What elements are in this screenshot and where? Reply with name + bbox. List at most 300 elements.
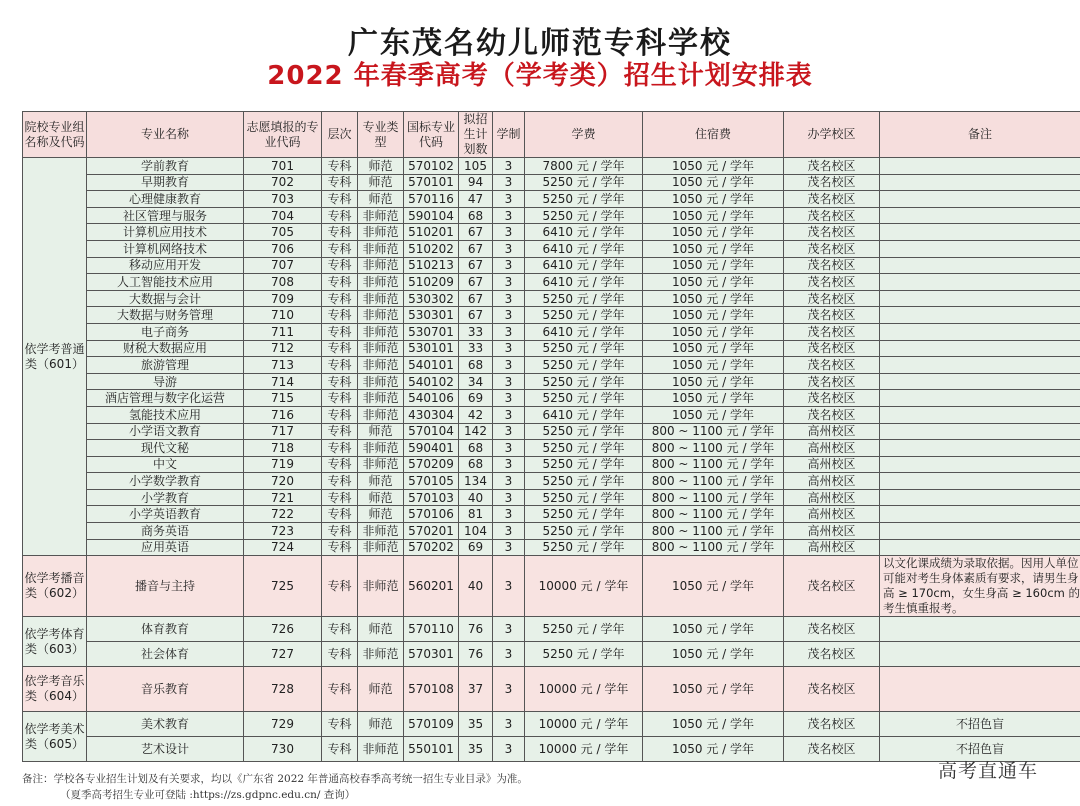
table-cell: 1050 元 / 学年 [643, 712, 784, 737]
table-cell: 570209 [404, 456, 459, 473]
table-row [23, 323, 1080, 340]
column-header: 备注 [880, 112, 1080, 158]
table-cell: 1050 元 / 学年 [643, 642, 784, 667]
table-cell: 76 [459, 642, 493, 667]
table-cell: 专科 [322, 174, 358, 191]
table-cell: 570109 [404, 712, 459, 737]
footer-note: 备注：学校各专业招生计划及有关要求，均以《广东省 2022 年普通高校春季高考统一招生专业目录》为准。 [22, 773, 528, 785]
table-cell [880, 440, 1080, 457]
table-cell: 570106 [404, 506, 459, 523]
enrollment-plan-table [22, 111, 1080, 762]
table-cell: 专科 [322, 357, 358, 374]
table-cell: 134 [459, 473, 493, 490]
table-cell: 非师范 [358, 539, 404, 556]
table-cell: 1050 元 / 学年 [643, 224, 784, 241]
table-cell: 34 [459, 373, 493, 390]
table-cell: 茂名校区 [784, 357, 880, 374]
table-cell: 33 [459, 323, 493, 340]
table-cell: 67 [459, 224, 493, 241]
table-cell: 茂名校区 [784, 406, 880, 423]
column-header: 志愿填报的专业代码 [244, 112, 322, 158]
table-cell: 高州校区 [784, 440, 880, 457]
table-cell: 不招色盲 [880, 712, 1080, 737]
table-cell: 非师范 [358, 290, 404, 307]
table-cell: 专科 [322, 440, 358, 457]
table-cell: 早期教育 [87, 174, 244, 191]
table-cell: 艺术设计 [87, 737, 244, 762]
table-cell: 师范 [358, 191, 404, 208]
table-cell: 104 [459, 523, 493, 540]
table-cell: 530302 [404, 290, 459, 307]
table-row [23, 456, 1080, 473]
table-cell: 专科 [322, 257, 358, 274]
table-cell: 800 ~ 1100 元 / 学年 [643, 523, 784, 540]
table-cell: 712 [244, 340, 322, 357]
table-cell: 师范 [358, 667, 404, 712]
table-cell: 7800 元 / 学年 [525, 158, 643, 175]
table-cell: 3 [493, 737, 525, 762]
table-cell: 570103 [404, 489, 459, 506]
group-label: 依学考美术类（605） [23, 712, 87, 762]
table-cell: 67 [459, 240, 493, 257]
table-cell: 3 [493, 617, 525, 642]
table-cell: 茂名校区 [784, 556, 880, 617]
table-cell: 713 [244, 357, 322, 374]
table-cell: 715 [244, 390, 322, 407]
table-cell: 3 [493, 523, 525, 540]
table-cell: 10000 元 / 学年 [525, 737, 643, 762]
table-cell [880, 191, 1080, 208]
table-cell: 3 [493, 440, 525, 457]
table-cell: 510213 [404, 257, 459, 274]
table-cell: 67 [459, 307, 493, 324]
table-cell: 专科 [322, 667, 358, 712]
table-cell: 40 [459, 489, 493, 506]
table-cell: 不招色盲 [880, 737, 1080, 762]
table-cell: 701 [244, 158, 322, 175]
table-cell [880, 257, 1080, 274]
table-cell: 707 [244, 257, 322, 274]
table-cell: 茂名校区 [784, 323, 880, 340]
table-cell: 724 [244, 539, 322, 556]
table-row [23, 357, 1080, 374]
table-cell: 茂名校区 [784, 290, 880, 307]
table-row [23, 158, 1080, 175]
table-cell: 3 [493, 340, 525, 357]
table-row [23, 240, 1080, 257]
table-row [23, 489, 1080, 506]
table-cell [880, 473, 1080, 490]
table-cell: 3 [493, 489, 525, 506]
table-cell: 大数据与会计 [87, 290, 244, 307]
table-cell: 3 [493, 712, 525, 737]
table-cell: 722 [244, 506, 322, 523]
table-cell: 专科 [322, 737, 358, 762]
table-cell [880, 423, 1080, 440]
table-row [23, 191, 1080, 208]
table-cell: 1050 元 / 学年 [643, 737, 784, 762]
table-cell: 旅游管理 [87, 357, 244, 374]
page-title: 广东茂名幼儿师范专科学校 [348, 26, 732, 61]
group-label: 依学考播音类（602） [23, 556, 87, 617]
table-cell: 师范 [358, 473, 404, 490]
table-cell [880, 390, 1080, 407]
table-cell: 1050 元 / 学年 [643, 340, 784, 357]
table-cell: 570108 [404, 667, 459, 712]
table-cell: 6410 元 / 学年 [525, 240, 643, 257]
table-cell: 3 [493, 191, 525, 208]
table-row [23, 174, 1080, 191]
table-cell: 高州校区 [784, 489, 880, 506]
table-cell: 5250 元 / 学年 [525, 373, 643, 390]
table-cell: 非师范 [358, 373, 404, 390]
table-cell: 1050 元 / 学年 [643, 174, 784, 191]
table-cell: 现代文秘 [87, 440, 244, 457]
table-cell: 茂名校区 [784, 224, 880, 241]
table-cell: 1050 元 / 学年 [643, 290, 784, 307]
table-cell: 计算机应用技术 [87, 224, 244, 241]
table-cell: 714 [244, 373, 322, 390]
table-cell: 非师范 [358, 406, 404, 423]
table-cell [880, 174, 1080, 191]
table-cell: 酒店管理与数字化运营 [87, 390, 244, 407]
table-cell: 师范 [358, 617, 404, 642]
table-cell: 40 [459, 556, 493, 617]
table-cell: 6410 元 / 学年 [525, 274, 643, 291]
table-cell [880, 667, 1080, 712]
table-cell: 师范 [358, 489, 404, 506]
table-cell: 729 [244, 712, 322, 737]
table-cell: 42 [459, 406, 493, 423]
table-cell [880, 240, 1080, 257]
table-cell: 茂名校区 [784, 174, 880, 191]
table-cell: 5250 元 / 学年 [525, 523, 643, 540]
table-cell: 76 [459, 617, 493, 642]
table-cell: 570104 [404, 423, 459, 440]
table-row [23, 523, 1080, 540]
table-cell: 800 ~ 1100 元 / 学年 [643, 440, 784, 457]
table-cell: 721 [244, 489, 322, 506]
table-cell: 茂名校区 [784, 390, 880, 407]
table-cell: 3 [493, 274, 525, 291]
table-cell: 茂名校区 [784, 191, 880, 208]
table-cell: 560201 [404, 556, 459, 617]
table-cell: 510202 [404, 240, 459, 257]
table-cell: 非师范 [358, 440, 404, 457]
table-cell [880, 290, 1080, 307]
table-cell: 717 [244, 423, 322, 440]
table-cell: 94 [459, 174, 493, 191]
table-cell: 师范 [358, 423, 404, 440]
table-cell: 3 [493, 174, 525, 191]
table-cell: 716 [244, 406, 322, 423]
table-cell: 730 [244, 737, 322, 762]
table-cell: 大数据与财务管理 [87, 307, 244, 324]
table-cell: 非师范 [358, 240, 404, 257]
table-row [23, 737, 1080, 762]
table-cell: 728 [244, 667, 322, 712]
table-cell: 5250 元 / 学年 [525, 191, 643, 208]
table-cell: 540101 [404, 357, 459, 374]
table-cell: 茂名校区 [784, 737, 880, 762]
table-cell: 专科 [322, 617, 358, 642]
table-cell: 570116 [404, 191, 459, 208]
table-cell [880, 456, 1080, 473]
table-cell: 专科 [322, 224, 358, 241]
table-cell: 3 [493, 390, 525, 407]
table-cell: 电子商务 [87, 323, 244, 340]
table-cell: 570105 [404, 473, 459, 490]
column-header: 拟招生计划数 [459, 112, 493, 158]
table-cell: 专科 [322, 274, 358, 291]
table-row [23, 556, 1080, 617]
table-cell: 570110 [404, 617, 459, 642]
table-cell: 1050 元 / 学年 [643, 406, 784, 423]
table-cell: 心理健康教育 [87, 191, 244, 208]
table-cell: 3 [493, 423, 525, 440]
table-cell: 800 ~ 1100 元 / 学年 [643, 539, 784, 556]
table-cell: 高州校区 [784, 423, 880, 440]
table-cell [880, 642, 1080, 667]
table-row [23, 440, 1080, 457]
table-cell: 430304 [404, 406, 459, 423]
table-row [23, 373, 1080, 390]
table-cell [880, 224, 1080, 241]
table-cell: 530301 [404, 307, 459, 324]
group-label: 依学考体育类（603） [23, 617, 87, 667]
table-cell: 专科 [322, 456, 358, 473]
table-cell: 专科 [322, 340, 358, 357]
table-cell: 703 [244, 191, 322, 208]
table-cell [880, 523, 1080, 540]
table-cell: 茂名校区 [784, 158, 880, 175]
table-cell: 800 ~ 1100 元 / 学年 [643, 489, 784, 506]
table-cell: 茂名校区 [784, 340, 880, 357]
table-cell: 专科 [322, 423, 358, 440]
table-row [23, 642, 1080, 667]
table-cell: 学前教育 [87, 158, 244, 175]
table-cell: 社会体育 [87, 642, 244, 667]
table-cell: 中文 [87, 456, 244, 473]
table-cell: 专科 [322, 539, 358, 556]
table-cell [880, 323, 1080, 340]
table-cell: 3 [493, 240, 525, 257]
table-cell: 专科 [322, 373, 358, 390]
table-cell: 725 [244, 556, 322, 617]
table-cell: 茂名校区 [784, 712, 880, 737]
table-cell: 68 [459, 207, 493, 224]
table-cell: 590401 [404, 440, 459, 457]
table-cell: 专科 [322, 473, 358, 490]
table-cell: 专科 [322, 556, 358, 617]
table-cell: 3 [493, 257, 525, 274]
table-row [23, 617, 1080, 642]
table-cell: 专科 [322, 390, 358, 407]
table-cell [880, 207, 1080, 224]
table-cell: 3 [493, 667, 525, 712]
table-cell: 5250 元 / 学年 [525, 390, 643, 407]
table-cell: 1050 元 / 学年 [643, 357, 784, 374]
table-cell: 非师范 [358, 523, 404, 540]
table-cell: 35 [459, 737, 493, 762]
table-cell: 800 ~ 1100 元 / 学年 [643, 456, 784, 473]
table-cell: 财税大数据应用 [87, 340, 244, 357]
table-cell: 726 [244, 617, 322, 642]
table-cell: 音乐教育 [87, 667, 244, 712]
table-cell: 6410 元 / 学年 [525, 323, 643, 340]
table-cell: 人工智能技术应用 [87, 274, 244, 291]
table-cell [880, 539, 1080, 556]
table-cell: 非师范 [358, 307, 404, 324]
table-cell: 非师范 [358, 456, 404, 473]
table-cell: 高州校区 [784, 473, 880, 490]
table-row [23, 667, 1080, 712]
table-cell: 茂名校区 [784, 642, 880, 667]
table-row [23, 207, 1080, 224]
column-header: 学费 [525, 112, 643, 158]
table-cell: 570102 [404, 158, 459, 175]
table-row [23, 307, 1080, 324]
table-cell: 专科 [322, 506, 358, 523]
column-header: 办学校区 [784, 112, 880, 158]
table-cell: 702 [244, 174, 322, 191]
column-header: 学制 [493, 112, 525, 158]
table-cell: 590104 [404, 207, 459, 224]
table-cell: 540106 [404, 390, 459, 407]
table-cell: 510209 [404, 274, 459, 291]
table-cell: 5250 元 / 学年 [525, 207, 643, 224]
table-cell: 719 [244, 456, 322, 473]
table-cell: 142 [459, 423, 493, 440]
table-cell: 3 [493, 556, 525, 617]
table-cell: 6410 元 / 学年 [525, 257, 643, 274]
table-cell: 非师范 [358, 357, 404, 374]
table-cell: 5250 元 / 学年 [525, 456, 643, 473]
table-cell [880, 340, 1080, 357]
table-cell: 1050 元 / 学年 [643, 307, 784, 324]
table-cell: 师范 [358, 174, 404, 191]
table-cell: 727 [244, 642, 322, 667]
table-cell: 播音与主持 [87, 556, 244, 617]
table-cell: 5250 元 / 学年 [525, 357, 643, 374]
table-cell: 小学教育 [87, 489, 244, 506]
table-cell: 高州校区 [784, 539, 880, 556]
table-row [23, 224, 1080, 241]
table-cell: 1050 元 / 学年 [643, 390, 784, 407]
table-cell: 专科 [322, 191, 358, 208]
table-cell: 专科 [322, 523, 358, 540]
table-cell: 10000 元 / 学年 [525, 667, 643, 712]
table-cell: 师范 [358, 158, 404, 175]
table-cell: 1050 元 / 学年 [643, 556, 784, 617]
table-cell: 33 [459, 340, 493, 357]
table-cell: 茂名校区 [784, 274, 880, 291]
table-cell: 5250 元 / 学年 [525, 440, 643, 457]
table-cell: 81 [459, 506, 493, 523]
table-cell: 以文化课成绩为录取依据。因用人单位可能对考生身体素质有要求，请男生身高 ≥ 170cm，女生身高 ≥ 160cm 的考生慎重报考。 [880, 556, 1080, 617]
table-cell: 704 [244, 207, 322, 224]
table-cell: 专科 [322, 158, 358, 175]
table-cell: 570202 [404, 539, 459, 556]
table-cell: 社区管理与服务 [87, 207, 244, 224]
table-cell: 3 [493, 406, 525, 423]
column-header: 院校专业组名称及代码 [23, 112, 87, 158]
table-cell: 茂名校区 [784, 617, 880, 642]
table-cell: 3 [493, 539, 525, 556]
table-cell: 茂名校区 [784, 667, 880, 712]
table-cell: 3 [493, 506, 525, 523]
table-cell: 非师范 [358, 737, 404, 762]
table-cell: 1050 元 / 学年 [643, 373, 784, 390]
table-cell: 67 [459, 257, 493, 274]
table-cell: 3 [493, 307, 525, 324]
table-cell: 710 [244, 307, 322, 324]
table-cell: 68 [459, 440, 493, 457]
table-cell: 69 [459, 539, 493, 556]
table-cell: 专科 [322, 290, 358, 307]
table-cell [880, 307, 1080, 324]
table-cell: 570101 [404, 174, 459, 191]
table-row [23, 406, 1080, 423]
table-cell: 茂名校区 [784, 307, 880, 324]
table-cell: 10000 元 / 学年 [525, 712, 643, 737]
table-cell: 专科 [322, 207, 358, 224]
table-cell: 专科 [322, 712, 358, 737]
table-cell: 3 [493, 158, 525, 175]
table-cell: 510201 [404, 224, 459, 241]
table-cell: 专科 [322, 489, 358, 506]
table-cell: 小学英语教育 [87, 506, 244, 523]
table-cell: 800 ~ 1100 元 / 学年 [643, 423, 784, 440]
table-cell: 708 [244, 274, 322, 291]
table-cell: 茂名校区 [784, 257, 880, 274]
table-cell: 718 [244, 440, 322, 457]
table-cell: 氢能技术应用 [87, 406, 244, 423]
table-cell: 师范 [358, 712, 404, 737]
column-header: 住宿费 [643, 112, 784, 158]
table-cell: 应用英语 [87, 539, 244, 556]
table-cell: 5250 元 / 学年 [525, 307, 643, 324]
table-cell: 3 [493, 357, 525, 374]
table-cell: 570301 [404, 642, 459, 667]
table-cell [880, 489, 1080, 506]
table-cell: 67 [459, 290, 493, 307]
table-cell: 1050 元 / 学年 [643, 257, 784, 274]
table-cell: 5250 元 / 学年 [525, 473, 643, 490]
table-cell: 5250 元 / 学年 [525, 489, 643, 506]
table-row [23, 506, 1080, 523]
table-row [23, 390, 1080, 407]
table-cell [880, 373, 1080, 390]
table-cell: 800 ~ 1100 元 / 学年 [643, 506, 784, 523]
table-cell: 6410 元 / 学年 [525, 224, 643, 241]
table-cell: 高州校区 [784, 506, 880, 523]
table-cell: 3 [493, 323, 525, 340]
table-cell: 5250 元 / 学年 [525, 642, 643, 667]
table-cell: 移动应用开发 [87, 257, 244, 274]
table-cell [880, 617, 1080, 642]
table-row [23, 712, 1080, 737]
table-cell: 非师范 [358, 224, 404, 241]
table-row [23, 274, 1080, 291]
table-cell: 专科 [322, 642, 358, 667]
table-cell: 非师范 [358, 257, 404, 274]
table-cell: 非师范 [358, 556, 404, 617]
table-cell: 茂名校区 [784, 373, 880, 390]
table-row [23, 257, 1080, 274]
table-cell: 小学数学教育 [87, 473, 244, 490]
table-cell: 5250 元 / 学年 [525, 290, 643, 307]
